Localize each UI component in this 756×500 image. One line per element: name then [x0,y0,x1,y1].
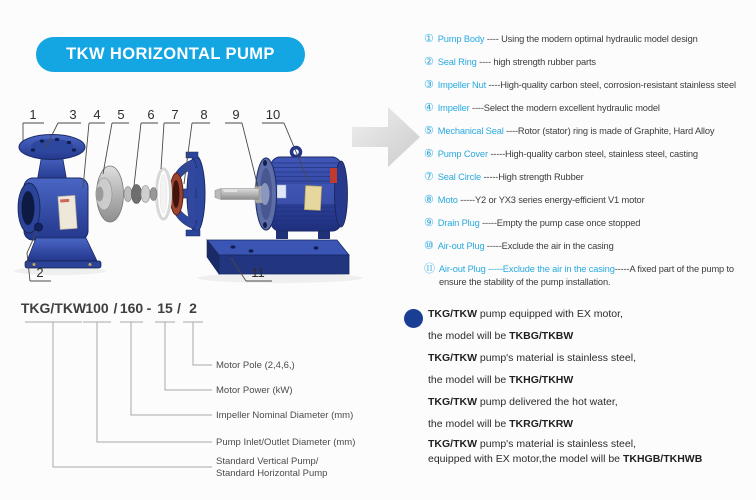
label-standard-pump-1: Standard Vertical Pump/ [216,456,319,467]
part-description: -----A fixed part of the pump to ensure the stability of the pump installation. [439,264,737,287]
part-name: Pump Body [437,34,485,44]
parts-list-item [424,79,756,92]
callout-6: 6 [147,107,155,122]
parts-list-item [424,102,756,115]
base-plate-illustration [207,240,349,274]
parts-list-item [424,194,756,207]
model-separator-3: / [177,300,181,316]
variant-line [428,351,756,365]
model-segment-inlet: 100 [85,300,109,316]
impeller-illustration [96,166,124,222]
parts-list-item [424,263,756,289]
part-description: -----Y2 or YX3 series energy-efficient V1 motor [457,195,645,205]
parts-list [424,33,756,299]
callout-7: 7 [171,107,179,122]
variant-line [428,395,756,409]
part-number-badge: ⑤ [424,125,434,137]
part-description: ---- Using the modern optimal hydraulic model design [484,34,698,44]
parts-list-item [424,33,756,46]
title-banner [36,37,305,72]
variant-post: pump's material is stainless steel, [477,438,636,450]
parts-list-item [424,148,756,161]
part-number-badge: ⑪ [424,263,435,275]
model-segment-impeller: 160 [119,300,144,316]
model-code-connectors [25,322,212,467]
part-description: -----Exclude the air in the casing [484,241,614,251]
variant-model-code: TKBG/TKBW [509,330,574,342]
part-description: ----Select the modern excellent hydraulic model [469,103,660,113]
part-description: -----High-quality carbon steel, stainless steel, casting [487,149,698,159]
mechanical-seal-illustration [124,185,157,204]
parts-list-item [424,56,756,69]
variant-post: pump's material is stainless steel, [477,352,636,364]
part-number-badge: ⑥ [424,148,434,160]
callout-8: 8 [200,107,208,122]
variant-pre: equipped with EX motor,the model will be [428,453,623,465]
part-description: -----High strength Rubber [481,172,584,182]
right-arrow-icon [352,107,420,167]
variant-line [428,307,756,321]
part-description: ---- high strength rubber parts [476,57,596,67]
variant-model-code: TKG/TKW [428,308,477,320]
label-standard-pump-2: Standard Horizontal Pump [216,468,328,479]
callout-11: 11 [251,265,265,280]
variant-line [428,452,756,466]
part-number-badge: ② [424,56,434,68]
variant-model-code: TKHG/TKHW [509,374,574,386]
part-number-badge: ⑦ [424,171,434,183]
part-number-badge: ⑨ [424,217,434,229]
pump-cover-illustration [170,152,205,236]
part-description: ----High-quality carbon steel, corrosion-resistant stainless steel [486,80,736,90]
page-title: TKW HORIZONTAL PUMP [66,45,275,63]
label-impeller-diameter: Impeller Nominal Diameter (mm) [216,410,354,421]
part-name: Mechanical Seal [437,126,504,136]
part-description: -----Empty the pump case once stopped [479,218,641,228]
variant-model-code: TKG/TKW [428,396,477,408]
model-segment-series: TKG/TKW [20,300,87,316]
drain-plug [35,223,43,231]
parts-list-item [424,125,756,138]
part-description: ----Rotor (stator) ring is made of Graphite, Hard Alloy [503,126,715,136]
variant-line [428,373,756,387]
part-name: Seal Circle [437,172,482,182]
part-number-badge: ③ [424,79,434,91]
model-code-diagram [0,295,360,495]
label-motor-power: Motor Power (kW) [216,385,293,396]
parts-list-item [424,217,756,230]
label-inlet-outlet: Pump Inlet/Outlet Diameter (mm) [216,437,356,448]
callout-1: 1 [29,107,37,122]
part-number-badge: ⑩ [424,240,434,252]
callout-3: 3 [69,107,77,122]
variants-block [400,303,756,474]
model-segment-power: 15 [157,300,173,316]
seal-circle-illustration [157,169,171,219]
variant-pre: the model will be [428,330,510,342]
variant-pre: the model will be [428,374,510,386]
exploded-pump-diagram [0,90,430,290]
variant-model-code: TKHGB/TKHWB [622,453,703,465]
part-name: Impeller Nut [437,80,487,90]
motor-illustration [271,148,348,240]
parts-list-item [424,171,756,184]
part-number-badge: ④ [424,102,434,114]
variant-post: pump equipped with EX motor, [477,308,623,320]
callout-4: 4 [93,107,101,122]
variant-post: pump delivered the hot water, [477,396,618,408]
model-code-text [21,300,197,316]
variant-model-code: TKRG/TKRW [509,418,574,430]
model-separator-2: - [146,300,152,316]
part-name: Air-out Plug [437,241,485,251]
model-separator-1: / [113,300,118,316]
part-name: Pump Cover [437,149,488,159]
shaft-illustration [215,158,277,230]
motor-nameplate [304,186,321,211]
callout-5: 5 [117,107,125,122]
variant-model-code: TKG/TKW [428,352,477,364]
part-name: Moto [437,195,458,205]
model-segment-pole: 2 [189,300,197,316]
part-name: Seal Ring [437,57,477,67]
part-number-badge: ① [424,33,434,45]
variant-line [428,329,756,343]
variant-model-code: TKG/TKW [428,438,477,450]
motor-red-label [330,168,337,183]
callout-2: 2 [36,265,44,280]
callout-9: 9 [232,107,240,122]
variant-pre: the model will be [428,418,510,430]
variant-line [428,417,756,431]
label-motor-pole: Motor Pole (2,4,6,) [216,360,295,371]
part-number-badge: ⑧ [424,194,434,206]
part-name: Impeller [437,103,470,113]
motor-shadow [198,273,362,283]
pump-body-illustration [18,135,101,269]
part-name: Drain Plug [437,218,480,228]
parts-list-item [424,240,756,253]
bullet-icon [404,309,423,328]
callout-10: 10 [265,107,281,122]
variant-line [428,437,756,451]
model-code-labels [216,360,355,479]
part-name: Air-out Plug -----Exclude the air in the casing [438,264,615,274]
